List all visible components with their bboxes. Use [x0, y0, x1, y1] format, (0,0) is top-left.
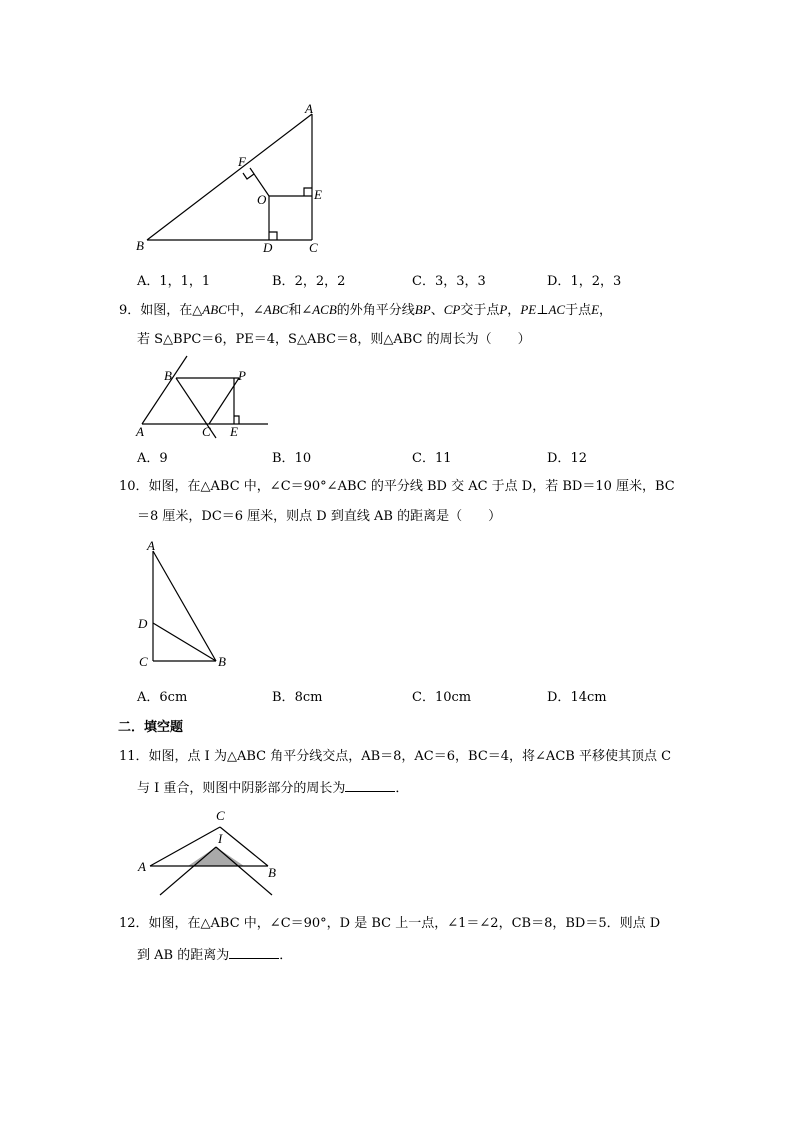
q10-figure — [132, 535, 242, 675]
q8-right-angle-f — [243, 173, 254, 179]
q8-label-o: O — [257, 192, 267, 207]
q9-label-e: E — [230, 424, 238, 439]
q9-option-b: B．10 — [272, 451, 312, 466]
q10-segment-bd — [153, 623, 216, 661]
q8-label-f: F — [238, 154, 246, 169]
q9-option-d: D．12 — [547, 451, 587, 466]
q8-label-b: B — [136, 238, 144, 253]
q8-option-c: C．3，3，3 — [412, 274, 486, 289]
q10-option-b: B．8cm — [272, 690, 323, 705]
q10-question-line1: 10．如图，在△ABC 中，∠C＝90°∠ABC 的平分线 BD 交 AC 于点 D，若 BD＝10 厘米，BC — [119, 479, 675, 494]
q9-label-a: A — [136, 424, 144, 439]
q11-translated-ray-2 — [216, 847, 272, 895]
q8-label-e: E — [314, 187, 322, 202]
q10-label-c: C — [139, 654, 148, 669]
section-title-fill-in: 二．填空题 — [118, 720, 184, 735]
q9-figure — [132, 352, 272, 442]
q8-side-ba — [147, 114, 312, 240]
q9-question-line1: 9．如图，在△ABC中，∠ABC和∠ACB的外角平分线BP、CP交于点P，PE⊥AC于点E， — [119, 302, 613, 318]
q9-option-a: A．9 — [137, 451, 168, 466]
q12-question-line1: 12．如图，在△ABC 中，∠C＝90°，D 是 BC 上一点，∠1＝∠2，CB＝8，BD＝5．则点 D — [119, 916, 661, 931]
q8-right-angle-d — [269, 232, 277, 240]
q9-right-angle-e — [234, 416, 239, 424]
q10-label-b: B — [218, 654, 226, 669]
q10-option-d: D．14cm — [547, 690, 607, 705]
q8-label-c: C — [309, 240, 318, 255]
q8-label-a: A — [305, 101, 313, 116]
q10-side-ab — [153, 551, 216, 661]
q10-option-c: C．10cm — [412, 690, 472, 705]
q9-line-ab-extended — [142, 356, 187, 424]
q9-label-c: C — [202, 424, 211, 439]
q8-option-a: A．1，1，1 — [137, 274, 211, 289]
q11-answer-blank[interactable] — [345, 779, 395, 792]
q11-label-b: B — [268, 865, 276, 880]
q10-label-d: D — [138, 616, 148, 631]
q9-label-p: P — [238, 368, 246, 383]
q8-option-b: B．2，2，2 — [272, 274, 346, 289]
q8-option-d: D．1，2，3 — [547, 274, 622, 289]
q9-question-line2: 若 S△BPC＝6，PE＝4，S△ABC＝8，则△ABC 的周长为（ ） — [137, 332, 531, 347]
q11-question-line2: 与 I 重合，则图中阴影部分的周长为 ． — [137, 781, 409, 796]
q8-figure — [130, 98, 340, 258]
q11-label-a: A — [138, 859, 146, 874]
q12-answer-blank[interactable] — [229, 946, 279, 959]
q11-translated-ray-1 — [160, 847, 216, 895]
q11-label-c: C — [216, 808, 225, 823]
q11-label-i: I — [218, 831, 223, 846]
q11-question-line1: 11．如图，点 I 为△ABC 角平分线交点，AB＝8，AC＝6，BC＝4，将∠ACB 平移使其顶点 C — [119, 749, 672, 764]
q10-question-line2: ＝8 厘米，DC＝6 厘米，则点 D 到直线 AB 的距离是（ ） — [137, 509, 502, 524]
q9-label-b: B — [164, 368, 172, 383]
q8-right-angle-e — [304, 188, 312, 196]
q8-label-d: D — [263, 240, 273, 255]
q12-question-line2: 到 AB 的距离为 ． — [137, 948, 293, 963]
q10-option-a: A．6cm — [137, 690, 188, 705]
q11-figure — [132, 805, 282, 900]
q9-option-c: C．11 — [412, 451, 452, 466]
q10-label-a: A — [147, 538, 155, 553]
